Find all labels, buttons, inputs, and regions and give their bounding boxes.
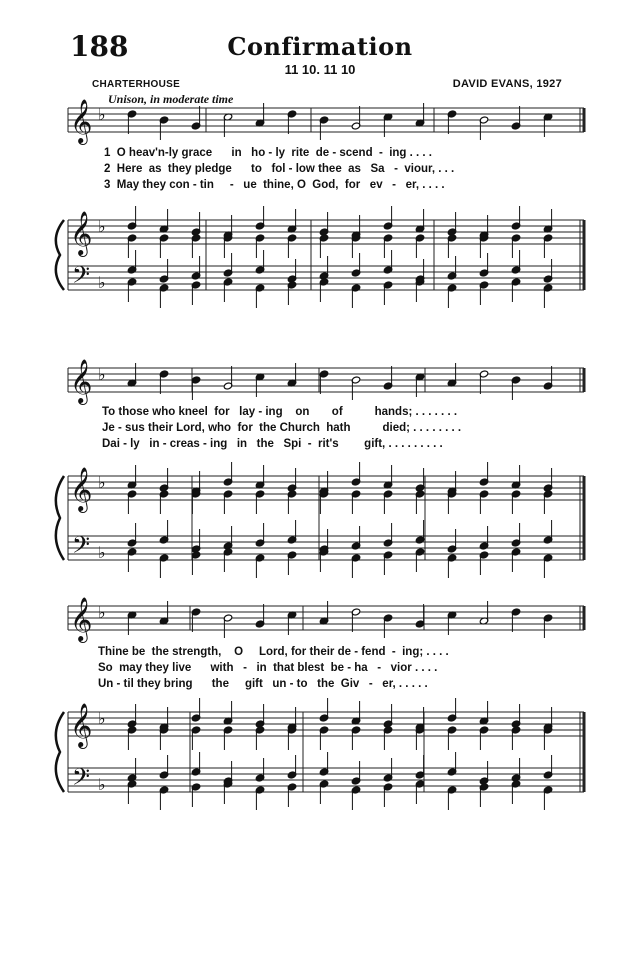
bass-clef: 𝄢 [72,531,91,564]
lyric-line: 3 May they con - tin - ue thine, O God, for ev - er, . . . . [104,179,445,191]
flat-key-signature: ♭ [98,105,106,124]
music-notation [56,99,553,810]
treble-clef: 𝄞 [70,211,93,255]
tune-name: CHARTERHOUSE [92,79,181,90]
flat-key-signature: ♭ [98,217,106,236]
meter: 11 10. 11 10 [284,62,356,77]
flat-key-signature: ♭ [98,775,106,794]
lyric-line: 1 O heav'n-ly grace in ho - ly rite de - scend - ing . . . . [104,147,433,159]
lyric-line: So may they live with - in that blest be - ha - vior . . . . [98,662,438,674]
lyric-line: Je - sus their Lord, who for the Church hath died; . . . . . . . . [102,422,462,434]
lyric-line: To those who kneel for lay - ing on of hands; . . . . . . . [102,406,458,418]
bass-clef: 𝄢 [72,763,91,796]
tempo-marking: Unison, in moderate time [108,92,234,106]
bass-clef: 𝄢 [72,261,91,294]
brace [56,220,64,290]
hymn-title: Confirmation [227,32,413,61]
flat-key-signature: ♭ [98,273,106,292]
lyric-line: Un - til they bring the gift un - to the Giv - er, . . . . . [98,678,428,690]
treble-clef: 𝄞 [70,99,93,143]
treble-clef: 𝄞 [70,467,93,511]
hymn-number: 188 [70,30,129,63]
flat-key-signature: ♭ [98,473,106,492]
flat-key-signature: ♭ [98,365,106,384]
composer: DAVID EVANS, 1927 [452,78,562,90]
lyric-line: Dai - ly in - creas - ing in the Spi - rit's gift, . . . . . . . . . [102,438,443,450]
flat-key-signature: ♭ [98,603,106,622]
treble-clef: 𝄞 [70,359,93,403]
brace [56,712,64,792]
flat-key-signature: ♭ [98,543,106,562]
treble-clef: 𝄞 [70,703,93,747]
lyric-line: Thine be the strength, O Lord, for their de - fend - ing; . . . . [98,646,449,658]
flat-key-signature: ♭ [98,709,106,728]
brace [56,476,64,560]
treble-clef: 𝄞 [70,597,93,641]
lyric-line: 2 Here as they pledge to fol - low thee as Sa - viour, . . . [104,163,455,175]
